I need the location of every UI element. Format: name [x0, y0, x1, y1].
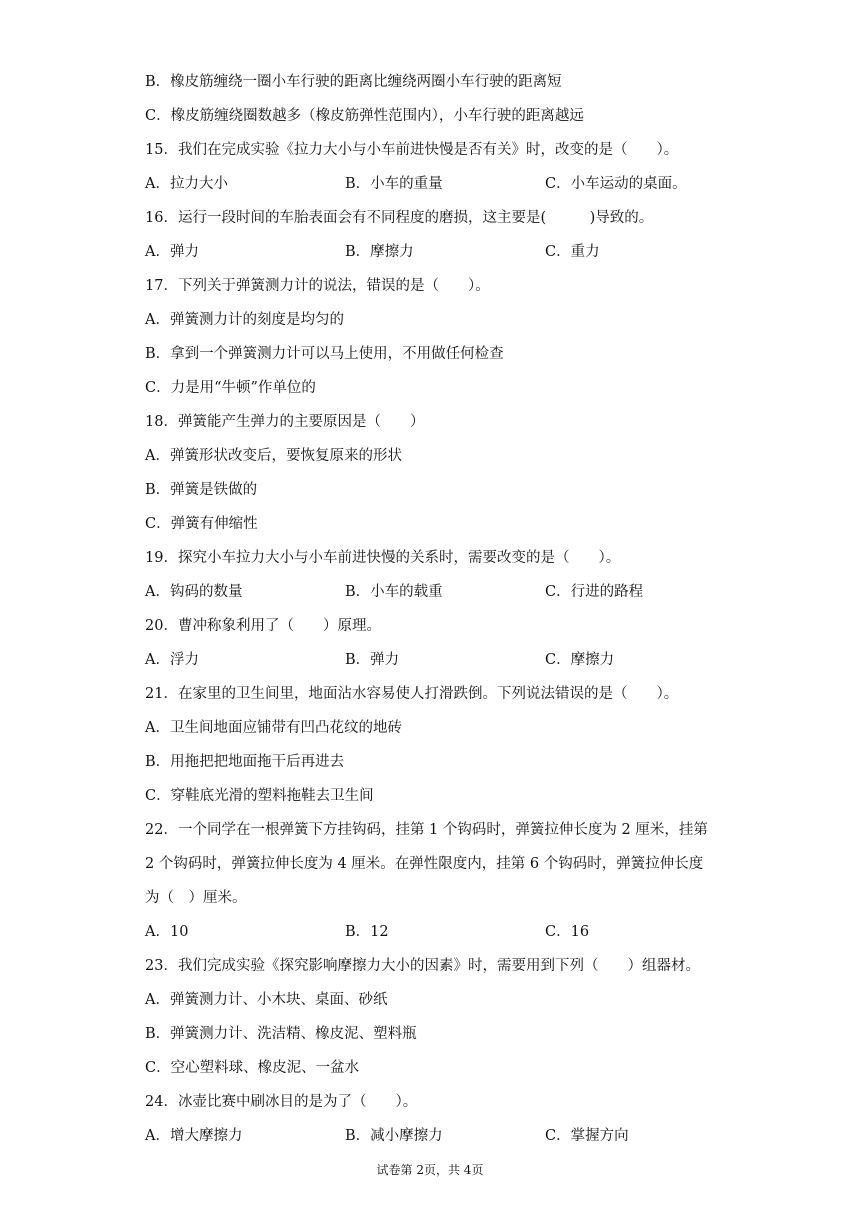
option-a: A．钩码的数量	[145, 584, 243, 600]
option-c: C．掌握方向	[545, 1128, 629, 1144]
question-15-options	[145, 174, 725, 194]
question-21: 21．在家里的卫生间里，地面沾水容易使人打滑跌倒。下列说法错误的是（ ）。	[145, 686, 679, 702]
question-19-options	[145, 582, 725, 602]
question-23: 23．我们完成实验《探究影响摩擦力大小的因素》时，需要用到下列（ ）组器材。	[145, 958, 700, 974]
option-b: B．小车的重量	[345, 176, 443, 192]
question-24: 24．冰壶比赛中刷冰目的是为了（ ）。	[145, 1094, 418, 1110]
question-18: 18．弹簧能产生弹力的主要原因是（ ）	[145, 414, 425, 430]
option-c-line: C．穿鞋底光滑的塑料拖鞋去卫生间	[145, 788, 374, 804]
question-16: 16．运行一段时间的车胎表面会有不同程度的磨损，这主要是( )导致的。	[145, 210, 654, 226]
option-c: C．行进的路程	[545, 584, 644, 600]
option-a: A．增大摩擦力	[145, 1128, 243, 1144]
option-c: C．16	[545, 924, 590, 940]
option-b-line: B．拿到一个弹簧测力计可以马上使用，不用做任何检查	[145, 346, 504, 362]
question-22-line-2: 2 个钩码时，弹簧拉伸长度为 4 厘米。在弹性限度内，挂第 6 个钩码时，弹簧拉伸长度	[145, 856, 704, 872]
question-17: 17．下列关于弹簧测力计的说法，错误的是（ ）。	[145, 278, 490, 294]
question-22-line-1: 22．一个同学在一根弹簧下方挂钩码，挂第 1 个钩码时，弹簧拉伸长度为 2 厘米，挂第	[145, 822, 708, 838]
option-c: C．重力	[545, 244, 600, 260]
question-20-options	[145, 650, 725, 670]
option-b-line: B．橡皮筋缠绕一圈小车行驶的距离比缠绕两圈小车行驶的距离短	[145, 74, 562, 90]
option-a: A．浮力	[145, 652, 199, 668]
question-22-line-3: 为（ ）厘米。	[145, 890, 247, 906]
option-b: B．减小摩擦力	[345, 1128, 443, 1144]
page-footer: 试卷第 2页，共 4页	[376, 1163, 484, 1177]
question-16-options	[145, 242, 725, 262]
option-c-line: C．橡皮筋缠绕圈数越多（橡皮筋弹性范围内），小车行驶的距离越远	[145, 108, 584, 124]
option-a: A．拉力大小	[145, 176, 228, 192]
option-a-line: A．弹簧测力计的刻度是均匀的	[145, 312, 344, 328]
option-a: A．10	[145, 924, 189, 940]
option-a-line: A．卫生间地面应铺带有凹凸花纹的地砖	[145, 720, 402, 736]
option-c-line: C．空心塑料球、橡皮泥、一盆水	[145, 1060, 360, 1076]
question-22-options	[145, 922, 725, 942]
option-b-line: B．弹簧测力计、洗洁精、橡皮泥、塑料瓶	[145, 1026, 417, 1042]
option-a-line: A．弹簧测力计、小木块、桌面、砂纸	[145, 992, 388, 1008]
option-c-line: C．力是用“牛顿”作单位的	[145, 380, 316, 396]
question-15: 15．我们在完成实验《拉力大小与小车前进快慢是否有关》时，改变的是（ ）。	[145, 142, 679, 158]
option-b: B．小车的载重	[345, 584, 443, 600]
option-b: B．摩擦力	[345, 244, 414, 260]
option-a: A．弹力	[145, 244, 199, 260]
question-20: 20．曹冲称象利用了（ ）原理。	[145, 618, 381, 634]
option-b: B．弹力	[345, 652, 400, 668]
question-19: 19．探究小车拉力大小与小车前进快慢的关系时，需要改变的是（ ）。	[145, 550, 621, 566]
option-b-line: B．弹簧是铁做的	[145, 482, 258, 498]
option-b-line: B．用拖把把地面拖干后再进去	[145, 754, 345, 770]
option-c-line: C．弹簧有伸缩性	[145, 516, 258, 532]
option-c: C．摩擦力	[545, 652, 615, 668]
option-c: C．小车运动的桌面。	[545, 176, 687, 192]
question-24-options	[145, 1126, 725, 1146]
option-b: B．12	[345, 924, 389, 940]
option-a-line: A．弹簧形状改变后，要恢复原来的形状	[145, 448, 402, 464]
